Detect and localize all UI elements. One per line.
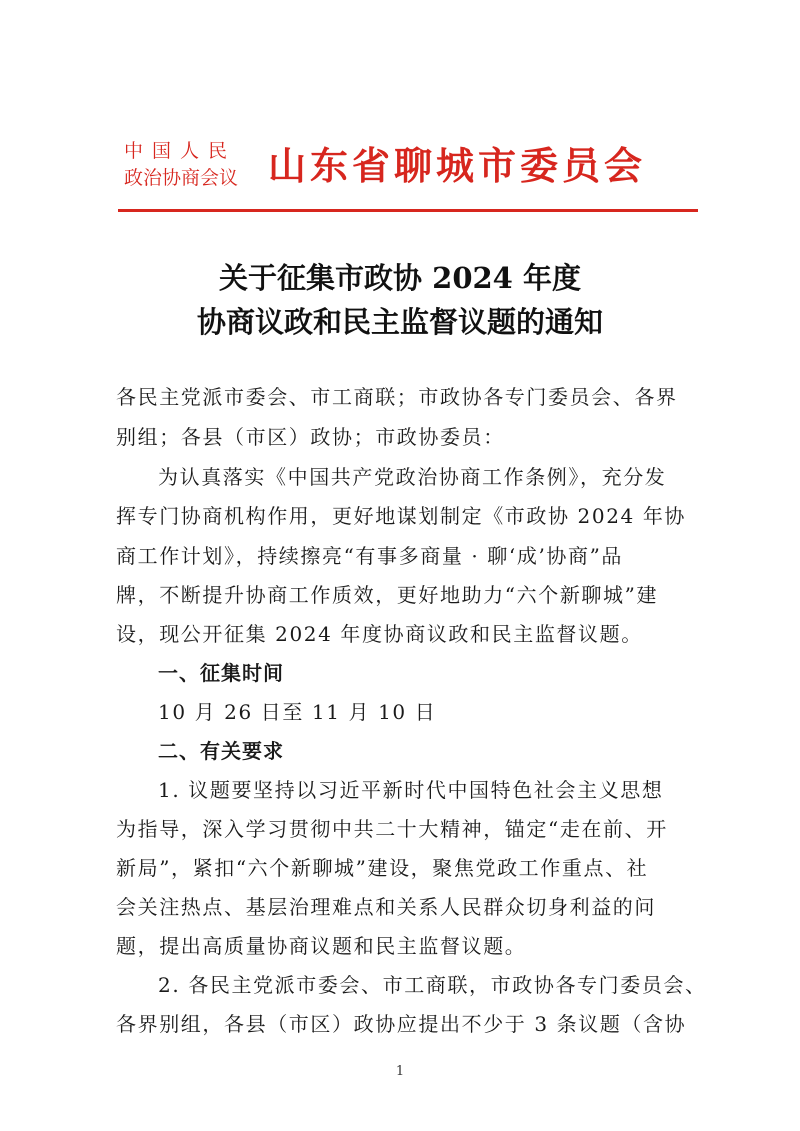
body-line: 各界别组，各县（市区）政协应提出不少于 3 条议题（含协 bbox=[116, 1012, 687, 1036]
section-heading: 二、有关要求 bbox=[158, 739, 284, 763]
letterhead-org-name: 山东省聊城市委员会 bbox=[268, 144, 647, 188]
body-line: 别组；各县（市区）政协；市政协委员： bbox=[116, 425, 505, 449]
body-line: 设，现公开征集 2024 年度协商议政和民主监督议题。 bbox=[116, 622, 643, 646]
section-heading: 一、征集时间 bbox=[158, 661, 284, 685]
body-line: 会关注热点、基层治理难点和关系人民群众切身利益的问 bbox=[116, 895, 656, 919]
body-line: 各民主党派市委会、市工商联；市政协各专门委员会、各界 bbox=[116, 385, 678, 409]
letterhead bbox=[118, 138, 700, 194]
letterhead-small-line-2: 政治协商会议 bbox=[124, 167, 239, 189]
letterhead-divider bbox=[118, 209, 698, 212]
letterhead-small-line-1: 中国人民 bbox=[124, 140, 237, 162]
body-line: 为指导，深入学习贯彻中共二十大精神，锚定“走在前、开 bbox=[116, 817, 668, 841]
letterhead-org-small bbox=[124, 138, 264, 192]
document-title-line-2: 协商议政和民主监督议题的通知 bbox=[196, 305, 603, 339]
page-number: 1 bbox=[395, 1064, 405, 1079]
document-title-line-1: 关于征集市政协 2024 年度 bbox=[219, 261, 581, 295]
body-line: 1. 议题要坚持以习近平新时代中国特色社会主义思想 bbox=[158, 778, 664, 802]
body-line: 新局”，紧扣“六个新聊城”建设，聚焦党政工作重点、社 bbox=[116, 856, 649, 880]
body-line: 挥专门协商机构作用，更好地谋划制定《市政协 2024 年协 bbox=[116, 504, 687, 528]
body-line: 题，提出高质量协商议题和民主监督议题。 bbox=[116, 934, 527, 958]
body-line: 牌，不断提升协商工作质效，更好地助力“六个新聊城”建 bbox=[116, 583, 659, 607]
body-line: 商工作计划》，持续擦亮“有事多商量 · 聊‘成’协商”品 bbox=[116, 544, 624, 568]
body-line: 2. 各民主党派市委会、市工商联，市政协各专门委员会、 bbox=[158, 973, 707, 997]
body-line: 为认真落实《中国共产党政治协商工作条例》，充分发 bbox=[158, 465, 667, 489]
body-line: 10 月 26 日至 11 月 10 日 bbox=[158, 700, 437, 724]
